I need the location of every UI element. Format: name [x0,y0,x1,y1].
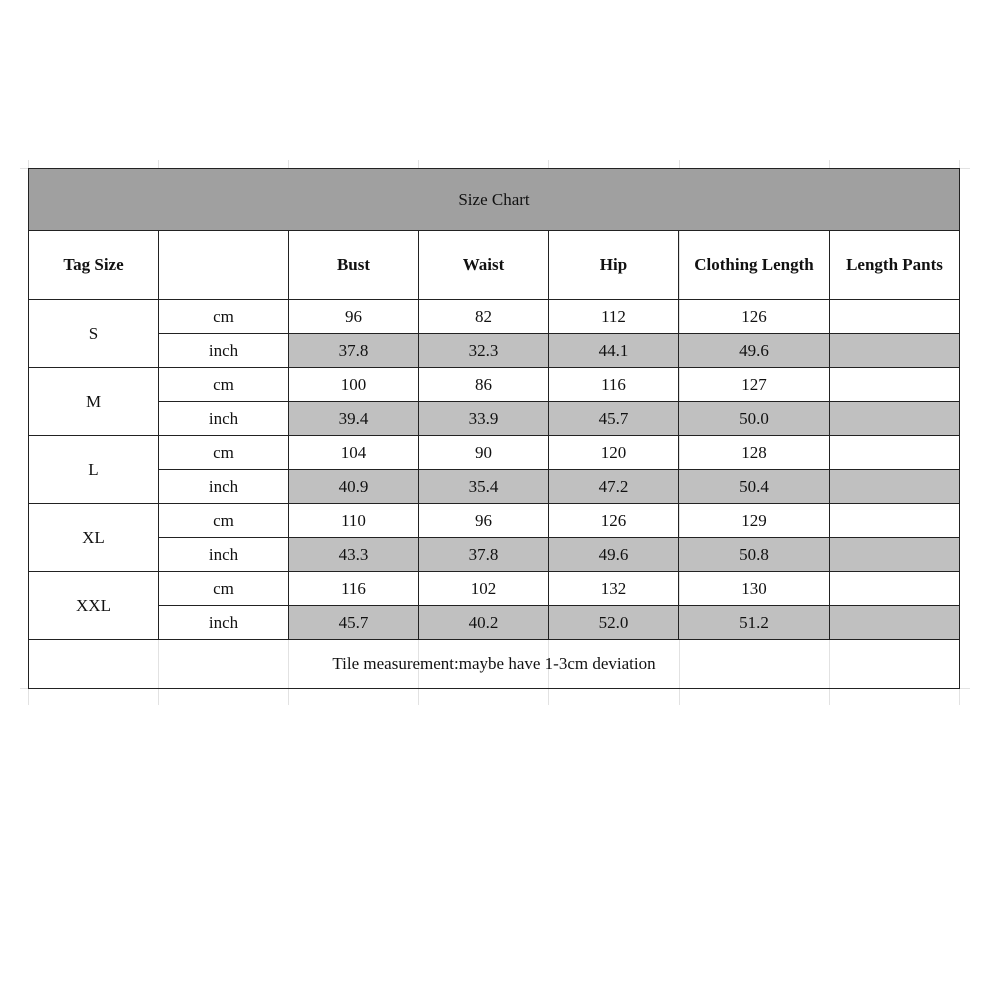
table-row [29,368,960,402]
table-row [29,436,960,470]
unit-label: inch [159,538,289,572]
hip-value: 126 [549,504,679,538]
bust-value: 100 [289,368,419,402]
clothing-length-value: 128 [679,436,830,470]
waist-value: 32.3 [419,334,549,368]
bust-value: 116 [289,572,419,606]
size-tag: XXL [29,572,159,640]
clothing-length-value: 126 [679,300,830,334]
bust-value: 37.8 [289,334,419,368]
clothing-length-value: 129 [679,504,830,538]
length-pants-value [830,334,960,368]
hip-value: 44.1 [549,334,679,368]
bust-value: 40.9 [289,470,419,504]
size-tag: XL [29,504,159,572]
size-tag: S [29,300,159,368]
unit-label: inch [159,402,289,436]
unit-label: inch [159,334,289,368]
table-row [29,504,960,538]
note-row [29,640,960,689]
length-pants-value [830,538,960,572]
length-pants-value [830,300,960,334]
table-row [29,402,960,436]
clothing-length-value: 49.6 [679,334,830,368]
bust-value: 96 [289,300,419,334]
waist-value: 102 [419,572,549,606]
header-clothing-length: Clothing Length [679,231,830,300]
header-tag-size: Tag Size [29,231,159,300]
header-hip: Hip [549,231,679,300]
bust-value: 43.3 [289,538,419,572]
header-bust: Bust [289,231,419,300]
bust-value: 104 [289,436,419,470]
table-row [29,300,960,334]
waist-value: 82 [419,300,549,334]
waist-value: 33.9 [419,402,549,436]
waist-value: 37.8 [419,538,549,572]
measurement-note: Tile measurement:maybe have 1-3cm deviation [29,640,960,689]
hip-value: 47.2 [549,470,679,504]
table-row [29,538,960,572]
waist-value: 90 [419,436,549,470]
length-pants-value [830,572,960,606]
clothing-length-value: 50.8 [679,538,830,572]
header-length-pants: Length Pants [830,231,960,300]
clothing-length-value: 50.4 [679,470,830,504]
hip-value: 112 [549,300,679,334]
waist-value: 96 [419,504,549,538]
unit-label: inch [159,470,289,504]
length-pants-value [830,368,960,402]
unit-label: cm [159,368,289,402]
hip-value: 49.6 [549,538,679,572]
clothing-length-value: 50.0 [679,402,830,436]
bust-value: 110 [289,504,419,538]
waist-value: 40.2 [419,606,549,640]
size-tag: M [29,368,159,436]
length-pants-value [830,606,960,640]
waist-value: 35.4 [419,470,549,504]
length-pants-value [830,436,960,470]
header-unit [159,231,289,300]
table-row [29,334,960,368]
unit-label: cm [159,572,289,606]
clothing-length-value: 51.2 [679,606,830,640]
length-pants-value [830,402,960,436]
clothing-length-value: 127 [679,368,830,402]
waist-value: 86 [419,368,549,402]
hip-value: 45.7 [549,402,679,436]
hip-value: 52.0 [549,606,679,640]
hip-value: 116 [549,368,679,402]
table-row [29,470,960,504]
bust-value: 45.7 [289,606,419,640]
header-waist: Waist [419,231,549,300]
hip-value: 120 [549,436,679,470]
size-tag: L [29,436,159,504]
chart-title: Size Chart [29,169,960,231]
header-row [29,231,960,300]
table-row [29,572,960,606]
unit-label: cm [159,504,289,538]
hip-value: 132 [549,572,679,606]
unit-label: cm [159,436,289,470]
clothing-length-value: 130 [679,572,830,606]
size-chart-table [28,168,960,689]
length-pants-value [830,504,960,538]
unit-label: inch [159,606,289,640]
length-pants-value [830,470,960,504]
bust-value: 39.4 [289,402,419,436]
unit-label: cm [159,300,289,334]
table-row [29,606,960,640]
